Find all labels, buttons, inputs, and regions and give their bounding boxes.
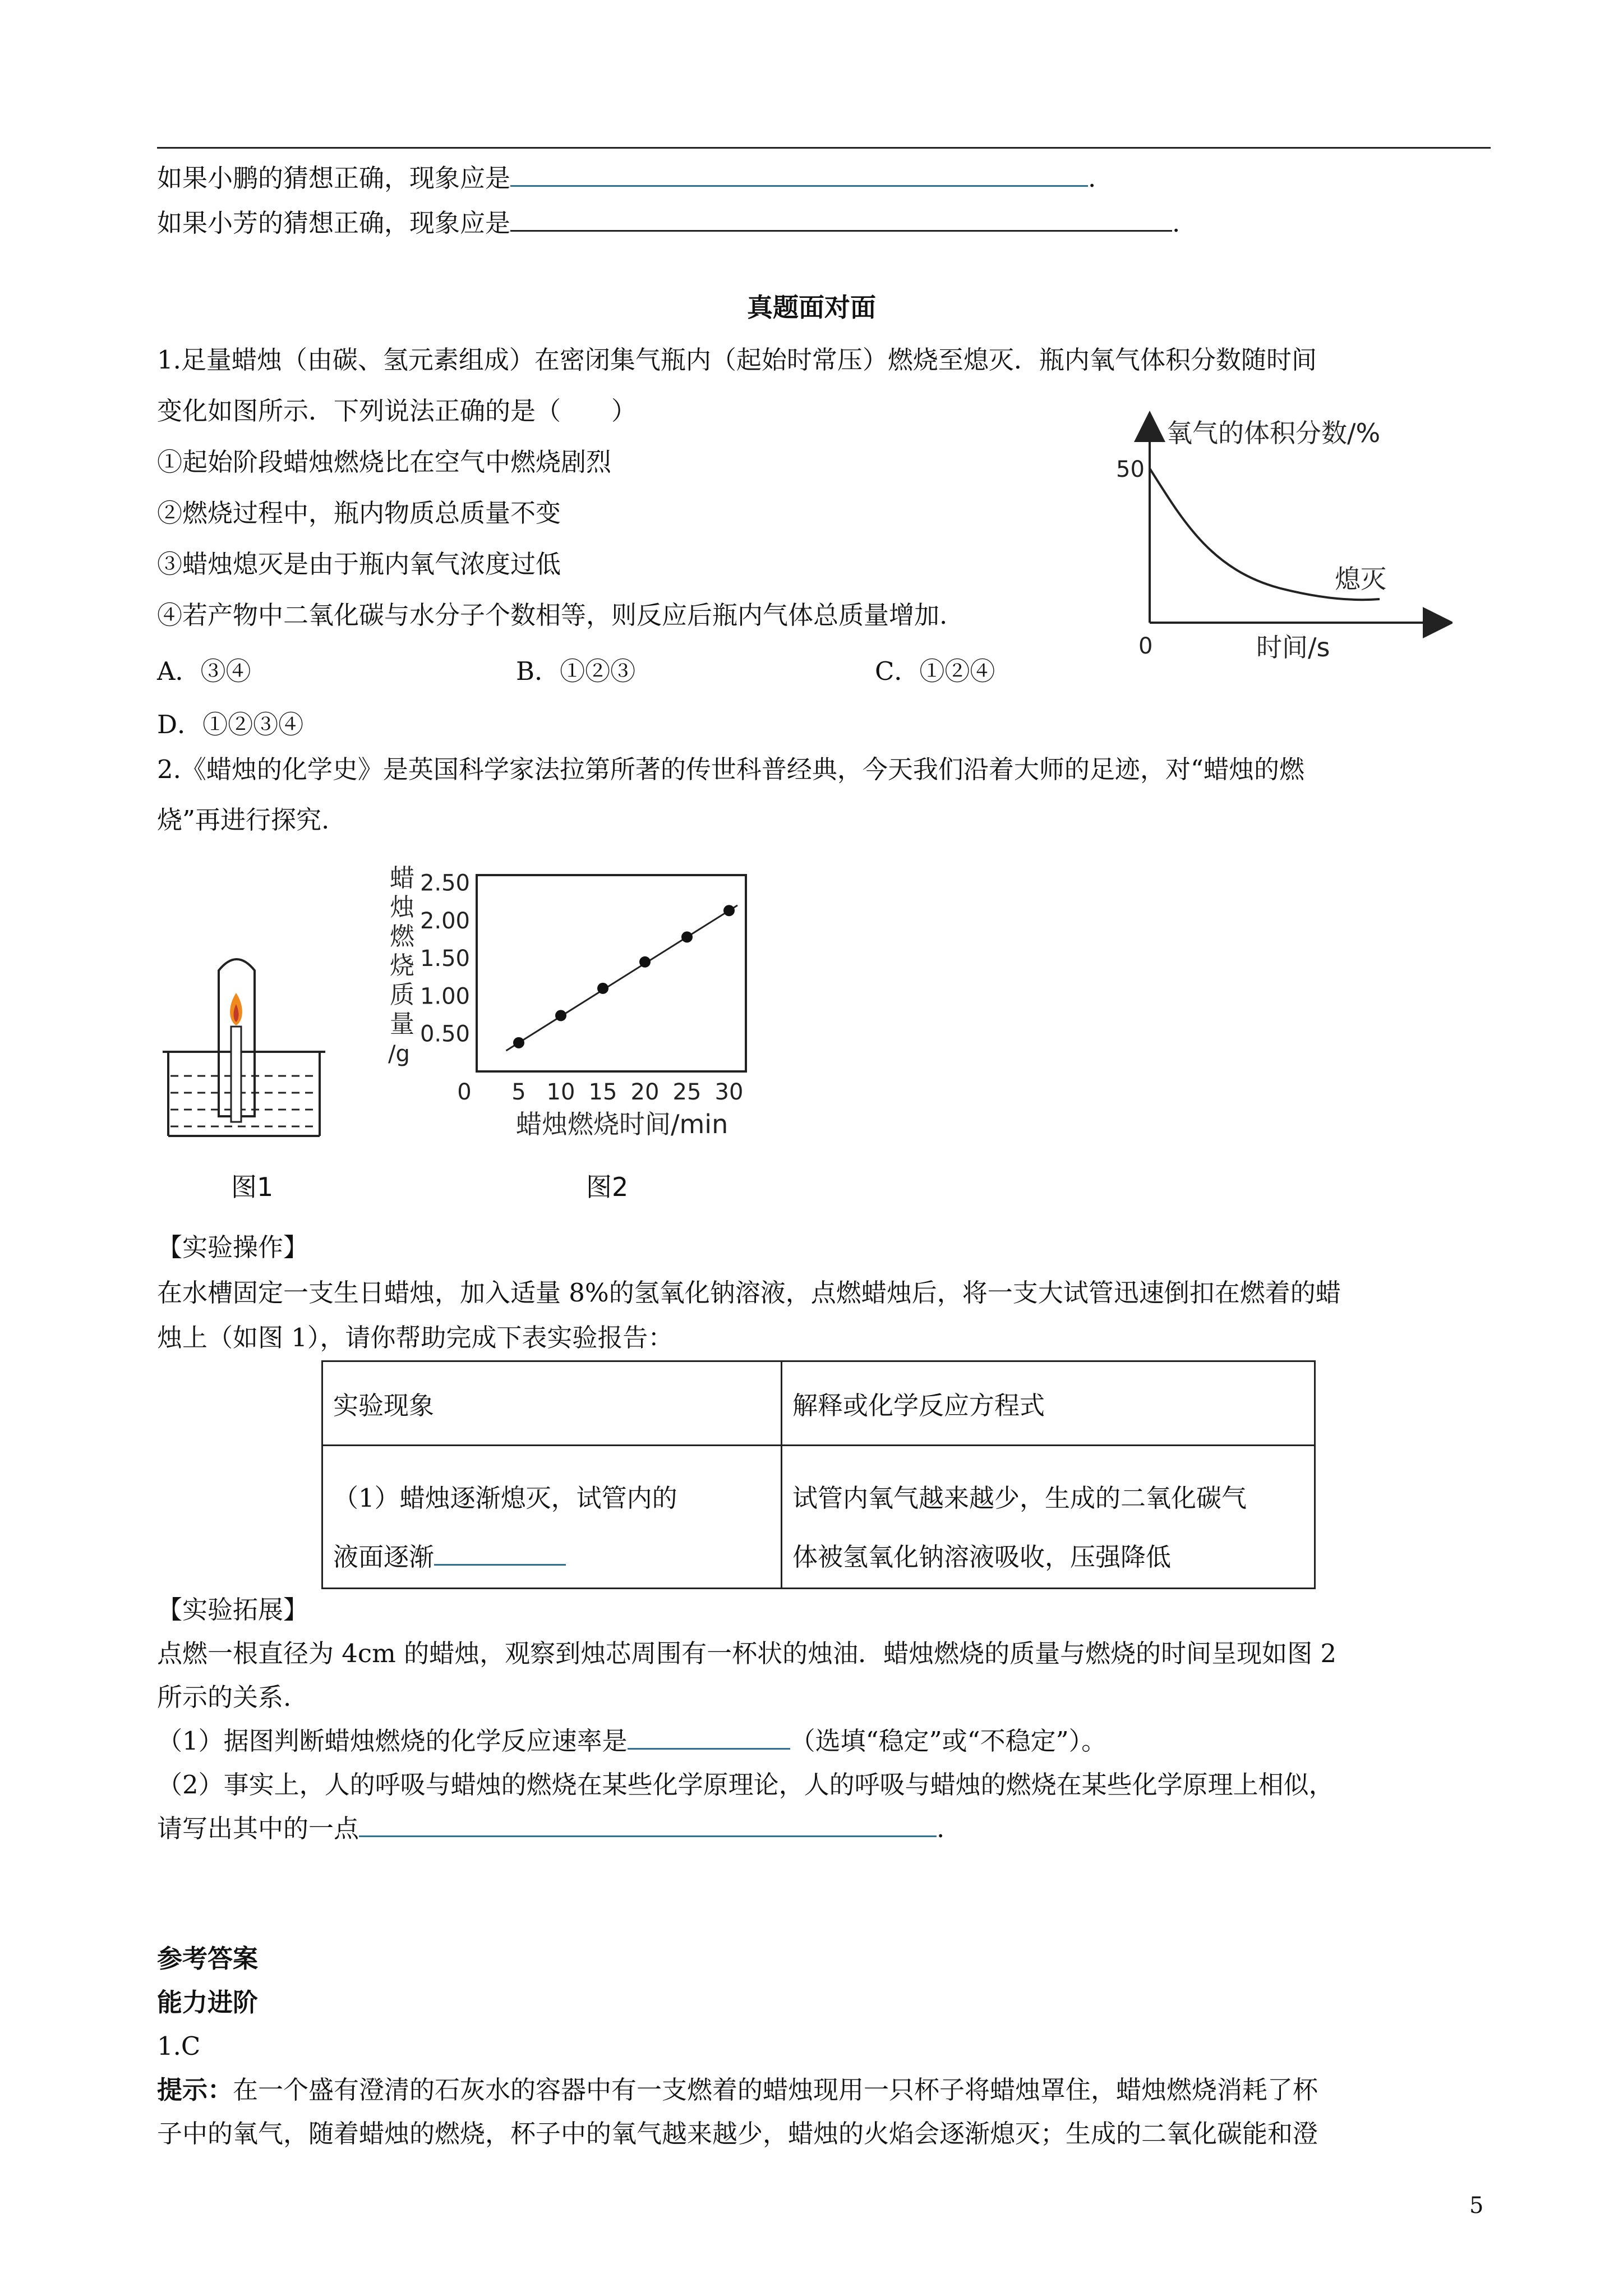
chart-ylabel-char: 质 (390, 981, 414, 1009)
operation-text-line-1: 在水槽固定一支生日蜡烛，加入适量 8%的氢氧化钠溶液，点燃蜡烛后，将一支大试管迅速倒扣在燃着的蜡 (157, 1278, 1341, 1308)
hint-label: 提示： (157, 2075, 233, 2105)
chart-ylabel (388, 864, 415, 1067)
answer-blank-1[interactable] (510, 162, 1088, 187)
chart-ylabel-char: 烧 (390, 951, 414, 980)
figure-1-apparatus (151, 948, 336, 1150)
header-rule (157, 147, 1491, 149)
extension-text-line-2: 所示的关系. (157, 1682, 292, 1712)
data-point (513, 1037, 524, 1048)
chart-xlabel: 蜡烛燃烧时间/min (516, 1109, 728, 1139)
table-header-explanation: 解释或化学反应方程式 (782, 1361, 1315, 1446)
q1-statement-1: ①起始阶段蜡烛燃烧比在空气中燃烧剧烈 (157, 447, 612, 477)
liquid-surface (170, 1076, 317, 1126)
extension-question-2-text: 请写出其中的一点 (157, 1814, 359, 1843)
operation-text-line-2: 烛上（如图 1），请你帮助完成下表实验报告： (157, 1323, 674, 1352)
table-header-row (322, 1361, 1315, 1446)
extension-question-2-period: . (937, 1814, 945, 1843)
chart-ylabel-char: 燃 (390, 922, 414, 951)
answer-item-1: 1.C (157, 2031, 201, 2061)
answers-heading: 参考答案 (157, 1944, 259, 1973)
y-tick-label: 1.00 (419, 983, 470, 1010)
y-tick-label: 1.50 (419, 946, 470, 972)
phenomenon-line-2 (333, 1527, 771, 1586)
trend-line (506, 905, 738, 1051)
table-cell-phenomenon (322, 1446, 782, 1589)
x-tick-label: 15 (588, 1079, 617, 1105)
oxygen-xlabel: 时间/s (1256, 632, 1330, 662)
answer-hint-line-2: 子中的氧气，随着蜡烛的燃烧，杯子中的氧气越来越少，蜡烛的火焰会逐渐熄灭；生成的二氧化碳能和澄 (157, 2119, 1318, 2148)
q1-option-b[interactable]: B．①②③ (516, 656, 636, 686)
data-point (723, 905, 735, 916)
answers-subheading: 能力进阶 (157, 1987, 259, 2017)
data-point (555, 1010, 566, 1021)
data-point (597, 983, 608, 994)
header-line-1-period: . (1088, 163, 1096, 193)
liquid-level-blank[interactable] (434, 1540, 566, 1566)
table-cell-explanation (782, 1446, 1315, 1589)
phenomenon-line-2-text: 液面逐渐 (333, 1542, 435, 1572)
q2-intro-line-2: 烧”再进行探究. (157, 805, 330, 835)
q1-option-a[interactable]: A．③④ (157, 656, 251, 686)
table-row (322, 1446, 1315, 1589)
answer-hint-line-1 (157, 2073, 1318, 2107)
oxygen-y-start: 50 (1116, 457, 1145, 482)
data-point (681, 931, 693, 942)
y-tick-label: 2.50 (419, 870, 470, 896)
reaction-rate-blank[interactable] (628, 1724, 790, 1750)
chart-ylabel-char: 量 (390, 1010, 414, 1038)
y-tick-label: 2.00 (419, 908, 470, 934)
header-line-1 (157, 162, 1096, 195)
table-header-phenomenon: 实验现象 (322, 1361, 782, 1446)
extension-heading: 【实验拓展】 (157, 1595, 309, 1625)
x-tick-labels (457, 1079, 743, 1105)
extension-question-1-hint: （选填“稳定”或“不稳定”）。 (790, 1726, 1107, 1756)
header-line-2-text: 如果小芳的猜想正确，现象应是 (157, 208, 511, 238)
extension-text-line-1: 点燃一根直径为 4cm 的蜡烛，观察到烛芯周围有一杯状的烛油．蜡烛燃烧的质量与燃烧的时间呈现如图 2 (157, 1639, 1337, 1668)
similarity-blank[interactable] (359, 1812, 937, 1837)
explanation-line-1: 试管内氧气越来越少，生成的二氧化碳气 (792, 1483, 1247, 1513)
header-line-2 (157, 206, 1180, 240)
q1-stem-line-2: 变化如图所示．下列说法正确的是（ ） (157, 396, 637, 426)
experiment-report-table (321, 1360, 1316, 1589)
extension-question-1 (157, 1724, 1106, 1758)
q1-statement-2: ②燃烧过程中，瓶内物质总质量不变 (157, 498, 561, 528)
extension-question-1-text: （1）据图判断蜡烛燃烧的化学反应速率是 (157, 1726, 628, 1756)
extension-question-2-line-2 (157, 1812, 944, 1846)
figure-2-chart (376, 853, 768, 1156)
x-tick-label: 10 (546, 1079, 575, 1105)
extension-question-2-line-1: （2）事实上，人的呼吸与蜡烛的燃烧在某些化学原理论，人的呼吸与蜡烛的燃烧在某些化学原理上相似， (157, 1770, 1334, 1800)
section-title: 真题面对面 (747, 292, 876, 323)
chart-ylabel-unit: /g (388, 1041, 410, 1067)
x-tick-label: 30 (714, 1079, 744, 1105)
chart-ylabel-char: 蜡 (390, 864, 414, 892)
phenomenon-line-1: （1）蜡烛逐渐熄灭，试管内的 (333, 1483, 677, 1513)
operation-heading: 【实验操作】 (157, 1232, 309, 1262)
oxygen-ylabel: 氧气的体积分数/% (1166, 418, 1381, 448)
q2-intro-line-1: 2.《蜡烛的化学史》是英国科学家法拉第所著的传世科普经典，今天我们沿着大师的足迹，对“蜡烛的燃 (157, 754, 1304, 784)
candle (231, 1027, 241, 1122)
figure-1-caption: 图1 (231, 1172, 274, 1202)
x-tick-label: 5 (511, 1079, 526, 1105)
figure-2-caption: 图2 (586, 1172, 629, 1202)
x-tick-label: 0 (457, 1079, 472, 1105)
q1-statement-3: ③蜡烛熄灭是由于瓶内氧气浓度过低 (157, 549, 561, 579)
y-tick-label: 0.50 (419, 1021, 470, 1047)
x-tick-label: 25 (672, 1079, 702, 1105)
q1-option-d[interactable]: D．①②③④ (157, 710, 304, 739)
oxygen-origin: 0 (1138, 633, 1153, 659)
chart-ylabel-char: 烛 (390, 893, 414, 922)
explanation-line-2: 体被氢氧化钠溶液吸收，压强降低 (792, 1542, 1172, 1572)
q1-statement-4: ④若产物中二氧化碳与水分子个数相等，则反应后瓶内气体总质量增加. (157, 600, 948, 630)
hint-text-1: 在一个盛有澄清的石灰水的容器中有一支燃着的蜡烛现用一只杯子将蜡烛罩住，蜡烛燃烧消耗了杯 (233, 2075, 1318, 2105)
extinguish-label: 熄灭 (1335, 564, 1386, 594)
y-tick-labels (420, 870, 470, 1047)
q1-option-c[interactable]: C．①②④ (875, 656, 995, 686)
header-line-2-period: . (1172, 208, 1181, 238)
answer-blank-2[interactable] (510, 206, 1172, 232)
page-number: 5 (1469, 2193, 1484, 2219)
q1-stem-line-1: 1.足量蜡烛（由碳、氢元素组成）在密闭集气瓶内（起始时常压）燃烧至熄灭．瓶内氧气体积分数随时间 (157, 345, 1317, 375)
header-line-1-text: 如果小鹏的猜想正确，现象应是 (157, 163, 511, 193)
x-tick-label: 20 (630, 1079, 660, 1105)
data-point (639, 956, 651, 968)
oxygen-graph (1116, 409, 1453, 668)
